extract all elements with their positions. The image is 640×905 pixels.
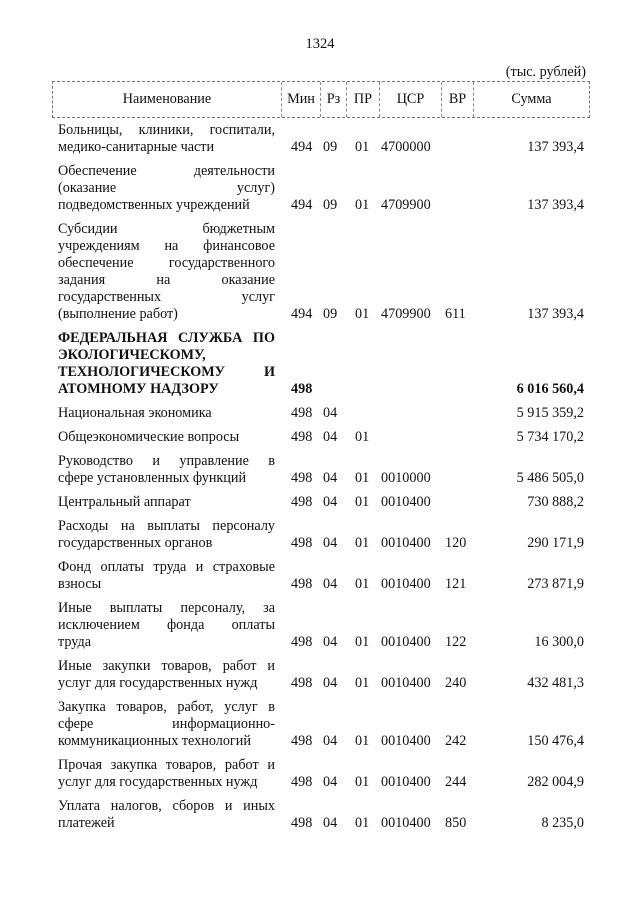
cell-pr: 01 bbox=[355, 139, 370, 155]
cell-rz: 09 bbox=[323, 306, 338, 322]
table-row bbox=[0, 453, 640, 487]
cell-min: 498 bbox=[291, 774, 313, 790]
row-name-line: Расходы на выплаты персоналу bbox=[58, 518, 275, 534]
row-name bbox=[58, 600, 275, 651]
row-name bbox=[58, 798, 275, 832]
table-row bbox=[0, 163, 640, 214]
row-name-line: Фонд оплаты труда и страховые bbox=[58, 559, 275, 575]
cell-sum: 16 300,0 bbox=[534, 634, 584, 650]
cell-min: 494 bbox=[291, 139, 313, 155]
row-name bbox=[58, 699, 275, 750]
row-name-line: Иные закупки товаров, работ и bbox=[58, 658, 275, 674]
cell-rz: 09 bbox=[323, 197, 338, 213]
cell-csr: 4700000 bbox=[381, 139, 431, 155]
cell-rz: 04 bbox=[323, 535, 338, 551]
header-min: Мин bbox=[281, 82, 320, 117]
row-name-line: сфере информационно- bbox=[58, 716, 275, 732]
cell-pr: 01 bbox=[355, 634, 370, 650]
units-label: (тыс. рублей) bbox=[505, 64, 586, 80]
cell-min: 494 bbox=[291, 197, 313, 213]
header-vr: ВР bbox=[441, 82, 473, 117]
cell-pr: 01 bbox=[355, 675, 370, 691]
table-row bbox=[0, 518, 640, 552]
cell-csr: 0010000 bbox=[381, 470, 431, 486]
header-pr: ПР bbox=[346, 82, 379, 117]
cell-sum: 273 871,9 bbox=[527, 576, 584, 592]
row-name-line: (выполнение работ) bbox=[58, 306, 178, 322]
row-name-line: платежей bbox=[58, 815, 115, 831]
row-name bbox=[58, 658, 275, 692]
row-name-line: Руководство и управление в bbox=[58, 453, 275, 469]
cell-vr: 120 bbox=[445, 535, 467, 551]
cell-csr: 0010400 bbox=[381, 733, 431, 749]
cell-pr: 01 bbox=[355, 494, 370, 510]
cell-min: 498 bbox=[291, 576, 313, 592]
cell-rz: 04 bbox=[323, 675, 338, 691]
cell-csr: 4709900 bbox=[381, 197, 431, 213]
cell-sum: 137 393,4 bbox=[527, 197, 584, 213]
cell-rz: 04 bbox=[323, 494, 338, 510]
cell-rz: 04 bbox=[323, 634, 338, 650]
cell-vr: 244 bbox=[445, 774, 467, 790]
table-row bbox=[0, 330, 640, 398]
row-name-line: ФЕДЕРАЛЬНАЯ СЛУЖБА ПО bbox=[58, 330, 275, 346]
header-csr: ЦСР bbox=[379, 82, 441, 117]
row-name-line: государственных услуг bbox=[58, 289, 275, 305]
cell-pr: 01 bbox=[355, 733, 370, 749]
row-name bbox=[58, 330, 275, 398]
row-name-line: ЭКОЛОГИЧЕСКОМУ, bbox=[58, 347, 206, 363]
table-row bbox=[0, 429, 640, 446]
table-row bbox=[0, 699, 640, 750]
row-name-line: сфере установленных функций bbox=[58, 470, 247, 486]
cell-vr: 611 bbox=[445, 306, 466, 322]
cell-pr: 01 bbox=[355, 774, 370, 790]
cell-pr: 01 bbox=[355, 197, 370, 213]
row-name-line: Субсидии бюджетным bbox=[58, 221, 275, 237]
row-name bbox=[58, 405, 275, 422]
cell-sum: 5 915 359,2 bbox=[516, 405, 584, 421]
page-number: 1324 bbox=[305, 36, 335, 52]
table-row bbox=[0, 122, 640, 156]
cell-sum: 282 004,9 bbox=[527, 774, 584, 790]
header-name: Наименование bbox=[122, 91, 212, 107]
cell-pr: 01 bbox=[355, 815, 370, 831]
row-name-line: государственных органов bbox=[58, 535, 213, 551]
row-name-line: (оказание услуг) bbox=[58, 180, 275, 196]
cell-pr: 01 bbox=[355, 576, 370, 592]
row-name-line: услуг для государственных нужд bbox=[58, 675, 258, 691]
cell-csr: 0010400 bbox=[381, 634, 431, 650]
row-name bbox=[58, 453, 275, 487]
cell-sum: 432 481,3 bbox=[527, 675, 584, 691]
cell-rz: 04 bbox=[323, 429, 338, 445]
row-name-line: Уплата налогов, сборов и иных bbox=[58, 798, 275, 814]
cell-csr: 4709900 bbox=[381, 306, 431, 322]
cell-sum: 137 393,4 bbox=[527, 139, 584, 155]
cell-rz: 09 bbox=[323, 139, 338, 155]
cell-vr: 240 bbox=[445, 675, 467, 691]
cell-min: 498 bbox=[291, 405, 313, 421]
row-name-line: учреждениям на финансовое bbox=[58, 238, 275, 254]
cell-csr: 0010400 bbox=[381, 535, 431, 551]
row-name-line: коммуникационных технологий bbox=[58, 733, 251, 749]
cell-min: 498 bbox=[291, 634, 313, 650]
row-name-line: Прочая закупка товаров, работ и bbox=[58, 757, 275, 773]
cell-min: 498 bbox=[291, 429, 313, 445]
cell-csr: 0010400 bbox=[381, 576, 431, 592]
cell-rz: 04 bbox=[323, 470, 338, 486]
table-row bbox=[0, 494, 640, 511]
cell-pr: 01 bbox=[355, 535, 370, 551]
cell-vr: 242 bbox=[445, 733, 467, 749]
row-name-line: исключением фонда оплаты bbox=[58, 617, 275, 633]
row-name-line: задания на оказание bbox=[58, 272, 275, 288]
cell-sum: 730 888,2 bbox=[527, 494, 584, 510]
row-name bbox=[58, 122, 275, 156]
cell-rz: 04 bbox=[323, 733, 338, 749]
row-name-line: Закупка товаров, работ, услуг в bbox=[58, 699, 275, 715]
header-sum: Сумма bbox=[473, 82, 589, 117]
row-name-line: Центральный аппарат bbox=[58, 494, 191, 510]
table-row bbox=[0, 221, 640, 323]
table-header bbox=[52, 81, 590, 118]
row-name bbox=[58, 518, 275, 552]
table-row bbox=[0, 559, 640, 593]
cell-sum: 6 016 560,4 bbox=[516, 381, 584, 397]
row-name bbox=[58, 221, 275, 323]
row-name-line: АТОМНОМУ НАДЗОРУ bbox=[58, 381, 219, 397]
table-row bbox=[0, 757, 640, 791]
cell-csr: 0010400 bbox=[381, 675, 431, 691]
cell-pr: 01 bbox=[355, 429, 370, 445]
cell-sum: 290 171,9 bbox=[527, 535, 584, 551]
row-name bbox=[58, 429, 275, 446]
cell-rz: 04 bbox=[323, 815, 338, 831]
cell-pr: 01 bbox=[355, 306, 370, 322]
cell-min: 498 bbox=[291, 470, 313, 486]
cell-rz: 04 bbox=[323, 405, 338, 421]
cell-pr: 01 bbox=[355, 470, 370, 486]
cell-min: 494 bbox=[291, 306, 313, 322]
row-name-line: труда bbox=[58, 634, 91, 650]
row-name-line: взносы bbox=[58, 576, 102, 592]
row-name-line: Иные выплаты персоналу, за bbox=[58, 600, 275, 616]
cell-min: 498 bbox=[291, 733, 313, 749]
table-row bbox=[0, 658, 640, 692]
cell-csr: 0010400 bbox=[381, 494, 431, 510]
row-name-line: обеспечение государственного bbox=[58, 255, 275, 271]
row-name-line: медико-санитарные части bbox=[58, 139, 215, 155]
row-name bbox=[58, 757, 275, 791]
cell-min: 498 bbox=[291, 675, 313, 691]
cell-min: 498 bbox=[291, 494, 313, 510]
header-rz: Рз bbox=[320, 82, 346, 117]
table-row bbox=[0, 600, 640, 651]
row-name bbox=[58, 163, 275, 214]
cell-rz: 04 bbox=[323, 576, 338, 592]
row-name-line: ТЕХНОЛОГИЧЕСКОМУ И bbox=[58, 364, 275, 380]
row-name-line: услуг для государственных нужд bbox=[58, 774, 258, 790]
cell-rz: 04 bbox=[323, 774, 338, 790]
row-name bbox=[58, 494, 275, 511]
cell-vr: 122 bbox=[445, 634, 467, 650]
cell-csr: 0010400 bbox=[381, 774, 431, 790]
row-name-line: Обеспечение деятельности bbox=[58, 163, 275, 179]
cell-min: 498 bbox=[291, 535, 313, 551]
row-name-line: Национальная экономика bbox=[58, 405, 212, 421]
table-row bbox=[0, 798, 640, 832]
cell-csr: 0010400 bbox=[381, 815, 431, 831]
cell-min: 498 bbox=[291, 815, 313, 831]
cell-vr: 850 bbox=[445, 815, 467, 831]
cell-sum: 5 734 170,2 bbox=[516, 429, 584, 445]
cell-sum: 8 235,0 bbox=[541, 815, 584, 831]
table-body bbox=[0, 122, 640, 839]
table-row bbox=[0, 405, 640, 422]
row-name-line: подведомственных учреждений bbox=[58, 197, 250, 213]
cell-sum: 5 486 505,0 bbox=[516, 470, 584, 486]
row-name-line: Общеэкономические вопросы bbox=[58, 429, 240, 445]
cell-sum: 150 476,4 bbox=[527, 733, 584, 749]
cell-min: 498 bbox=[291, 381, 313, 397]
row-name bbox=[58, 559, 275, 593]
row-name-line: Больницы, клиники, госпитали, bbox=[58, 122, 275, 138]
cell-sum: 137 393,4 bbox=[527, 306, 584, 322]
cell-vr: 121 bbox=[445, 576, 467, 592]
